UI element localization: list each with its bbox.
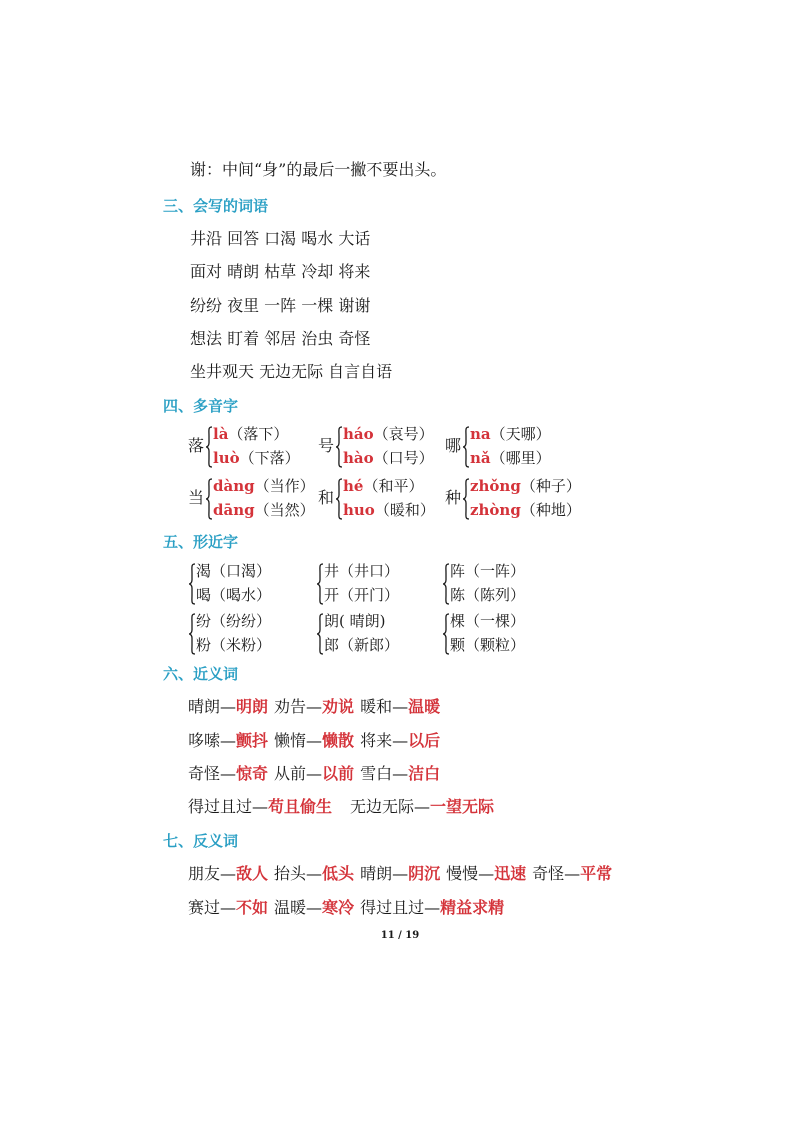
dash-separator: — xyxy=(220,697,237,716)
synonym-row xyxy=(188,731,440,751)
synonym-answer: 明朗 xyxy=(236,697,269,716)
dash-separator: — xyxy=(392,731,409,750)
similar-char-2: 喝（喝水） xyxy=(196,586,272,604)
pinyin-2: huo xyxy=(343,501,375,519)
synonym-word: 懒惰 xyxy=(274,731,307,750)
similar-char-2: 郎（新郎） xyxy=(324,636,400,654)
pinyin-2: dāng xyxy=(213,501,255,519)
synonym-word: 从前 xyxy=(274,764,307,783)
brace-icon xyxy=(335,478,343,520)
similar-char-1: 渴（口渴） xyxy=(196,562,272,580)
polyphone-reading-1 xyxy=(470,476,581,496)
page-number: 11 / 19 xyxy=(380,930,420,941)
example-word-1: （落下） xyxy=(228,425,289,443)
example-word-1: （哀号） xyxy=(373,425,434,443)
pinyin-1: háo xyxy=(343,425,374,443)
synonym-word: 将来 xyxy=(360,731,393,750)
polyphone-item xyxy=(318,424,458,472)
pinyin-1: zhǒng xyxy=(470,477,521,495)
pinyin-2: nǎ xyxy=(470,449,491,467)
antonym-answer: 精益求精 xyxy=(440,898,505,917)
polyphone-item xyxy=(445,476,585,524)
antonym-word: 朋友 xyxy=(188,864,221,883)
example-word-2: （下落） xyxy=(239,449,300,467)
similar-char-1: 井（井口） xyxy=(324,562,400,580)
antonym-answer: 平常 xyxy=(580,864,613,883)
section-4-title: 四、多音字 xyxy=(163,397,239,415)
example-word-2: （哪里） xyxy=(490,449,551,467)
polyphone-item xyxy=(188,424,328,472)
dash-separator: — xyxy=(252,797,269,816)
similar-char-pair xyxy=(442,611,562,659)
antonym-word: 晴朗 xyxy=(360,864,393,883)
similar-char-pair xyxy=(188,611,308,659)
antonym-answer: 迅速 xyxy=(494,864,527,883)
sec3-row-2: 面对 晴朗 枯草 冷却 将来 xyxy=(190,262,371,281)
synonym-answer: 懒散 xyxy=(322,731,355,750)
polyphone-char: 落 xyxy=(188,436,205,455)
sec3-row-4: 想法 盯着 邻居 治虫 奇怪 xyxy=(190,329,371,348)
antonym-row xyxy=(188,864,612,884)
antonym-word: 温暖 xyxy=(274,898,307,917)
synonym-word: 得过且过 xyxy=(188,797,253,816)
dash-separator: — xyxy=(392,764,409,783)
antonym-word: 抬头 xyxy=(274,864,307,883)
example-word-2: （当然） xyxy=(254,501,315,519)
dash-separator: — xyxy=(306,731,323,750)
dash-separator: — xyxy=(220,731,237,750)
brace-icon xyxy=(188,563,196,605)
brace-icon xyxy=(205,478,213,520)
synonym-answer: 洁白 xyxy=(408,764,441,783)
polyphone-char: 哪 xyxy=(445,436,462,455)
polyphone-char: 和 xyxy=(318,488,335,507)
similar-char-1: 朗( 晴朗) xyxy=(324,612,386,630)
synonym-answer: 以前 xyxy=(322,764,355,783)
similar-char-1: 阵（一阵） xyxy=(450,562,526,580)
similar-char-2: 开（开门） xyxy=(324,586,400,604)
antonym-word: 奇怪 xyxy=(532,864,565,883)
section-7-title: 七、反义词 xyxy=(163,832,239,850)
polyphone-reading-1 xyxy=(470,424,551,444)
similar-char-pair xyxy=(188,561,308,609)
dash-separator: — xyxy=(414,797,431,816)
polyphone-reading-1 xyxy=(213,424,288,444)
dash-separator: — xyxy=(306,864,323,883)
polyphone-reading-2 xyxy=(470,448,551,468)
dash-separator: — xyxy=(564,864,581,883)
synonym-answer: 颤抖 xyxy=(236,731,269,750)
synonym-answer: 惊奇 xyxy=(236,764,269,783)
similar-char-pair xyxy=(316,561,436,609)
polyphone-item xyxy=(445,424,585,472)
synonym-answer: 劝说 xyxy=(322,697,355,716)
polyphone-reading-1 xyxy=(343,476,423,496)
antonym-answer: 不如 xyxy=(236,898,269,917)
synonym-answer: 一望无际 xyxy=(430,797,495,816)
polyphone-reading-2 xyxy=(343,500,435,520)
example-word-1: （当作） xyxy=(254,477,315,495)
sec3-row-5: 坐井观天 无边无际 自言自语 xyxy=(190,362,393,381)
synonym-word: 奇怪 xyxy=(188,764,221,783)
polyphone-reading-1 xyxy=(343,424,434,444)
polyphone-item xyxy=(318,476,458,524)
dash-separator: — xyxy=(306,898,323,917)
antonym-word: 得过且过 xyxy=(360,898,425,917)
pinyin-2: hào xyxy=(343,449,374,467)
example-word-2: （口号） xyxy=(373,449,434,467)
brace-icon xyxy=(462,426,470,468)
similar-char-2: 陈（陈列） xyxy=(450,586,526,604)
pinyin-2: zhòng xyxy=(470,501,521,519)
dash-separator: — xyxy=(392,864,409,883)
synonym-word: 雪白 xyxy=(360,764,393,783)
pinyin-1: là xyxy=(213,425,229,443)
dash-separator: — xyxy=(306,697,323,716)
pinyin-1: dàng xyxy=(213,477,255,495)
synonym-answer: 苟且偷生 xyxy=(268,797,333,816)
example-word-1: （和平） xyxy=(363,477,424,495)
similar-char-1: 棵（一棵） xyxy=(450,612,526,630)
brace-icon xyxy=(188,613,196,655)
antonym-answer: 寒冷 xyxy=(322,898,355,917)
section-3-title: 三、会写的词语 xyxy=(163,197,269,215)
section-6-title: 六、近义词 xyxy=(163,665,239,683)
polyphone-reading-2 xyxy=(343,448,434,468)
synonym-row xyxy=(188,797,494,817)
pinyin-2: luò xyxy=(213,449,240,467)
polyphone-reading-1 xyxy=(213,476,315,496)
brace-icon xyxy=(335,426,343,468)
example-word-1: （天哪） xyxy=(490,425,551,443)
polyphone-char: 当 xyxy=(188,488,205,507)
synonym-word: 暖和 xyxy=(360,697,393,716)
polyphone-reading-2 xyxy=(213,448,300,468)
dash-separator: — xyxy=(478,864,495,883)
antonym-word: 慢慢 xyxy=(446,864,479,883)
intro-note: 谢：中间“身”的最后一撇不要出头。 xyxy=(190,160,447,179)
dash-separator: — xyxy=(220,898,237,917)
brace-icon xyxy=(316,563,324,605)
synonym-answer: 以后 xyxy=(408,731,441,750)
pinyin-1: na xyxy=(470,425,491,443)
synonym-row xyxy=(188,764,440,784)
synonym-word: 无边无际 xyxy=(350,797,415,816)
polyphone-char: 种 xyxy=(445,488,462,507)
sec3-row-1: 井沿 回答 口渴 喝水 大话 xyxy=(190,229,371,248)
synonym-word: 晴朗 xyxy=(188,697,221,716)
synonym-answer: 温暖 xyxy=(408,697,441,716)
example-word-1: （种子） xyxy=(520,477,581,495)
dash-separator: — xyxy=(220,864,237,883)
example-word-2: （暖和） xyxy=(374,501,435,519)
example-word-2: （种地） xyxy=(520,501,581,519)
antonym-answer: 阴沉 xyxy=(408,864,441,883)
dash-separator: — xyxy=(306,764,323,783)
dash-separator: — xyxy=(392,697,409,716)
brace-icon xyxy=(462,478,470,520)
synonym-word: 劝告 xyxy=(274,697,307,716)
polyphone-char: 号 xyxy=(318,436,335,455)
antonym-answer: 低头 xyxy=(322,864,355,883)
polyphone-reading-2 xyxy=(470,500,581,520)
brace-icon xyxy=(442,563,450,605)
synonym-word: 哆嗦 xyxy=(188,731,221,750)
polyphone-item xyxy=(188,476,328,524)
similar-char-1: 纷（纷纷） xyxy=(196,612,272,630)
section-5-title: 五、形近字 xyxy=(163,533,239,551)
pinyin-1: hé xyxy=(343,477,364,495)
brace-icon xyxy=(442,613,450,655)
brace-icon xyxy=(316,613,324,655)
similar-char-2: 粉（米粉） xyxy=(196,636,272,654)
dash-separator: — xyxy=(424,898,441,917)
similar-char-2: 颗（颗粒） xyxy=(450,636,526,654)
antonym-answer: 敌人 xyxy=(236,864,269,883)
similar-char-pair xyxy=(316,611,436,659)
antonym-word: 赛过 xyxy=(188,898,221,917)
similar-char-pair xyxy=(442,561,562,609)
brace-icon xyxy=(205,426,213,468)
synonym-row xyxy=(188,697,440,717)
antonym-row xyxy=(188,898,504,918)
sec3-row-3: 纷纷 夜里 一阵 一棵 谢谢 xyxy=(190,296,371,315)
polyphone-reading-2 xyxy=(213,500,315,520)
dash-separator: — xyxy=(220,764,237,783)
